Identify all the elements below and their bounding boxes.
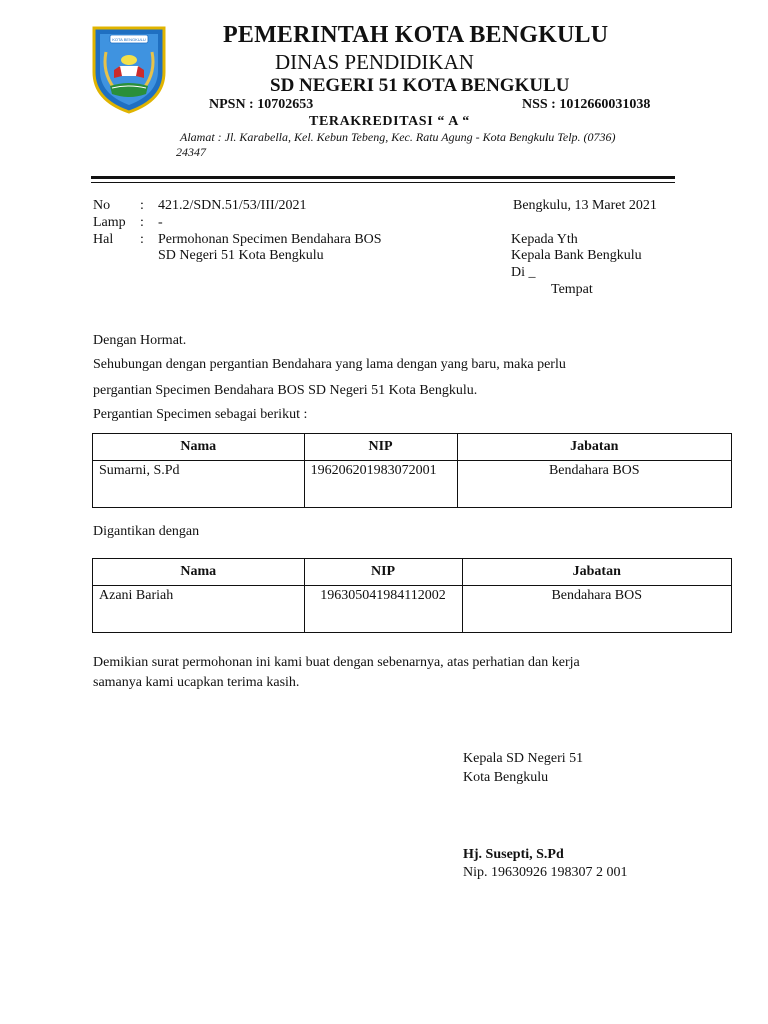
letterhead-department: DINAS PENDIDIKAN (275, 50, 474, 74)
table-header-row (93, 434, 732, 461)
closing-line-1: Demikian surat permohonan ini kami buat dengan sebenarnya, atas perhatian dan kerja (93, 655, 580, 670)
signer-title-2: Kota Bengkulu (463, 770, 549, 785)
table-row (93, 586, 732, 633)
address-line-2: 24347 (176, 145, 206, 159)
signer-name: Hj. Susepti, S.Pd (463, 847, 564, 862)
subject-line-1: Permohonan Specimen Bendahara BOS (158, 232, 382, 247)
cell-nama: Azani Bariah (93, 586, 305, 633)
no-separator: : (140, 198, 144, 213)
letterhead-school: SD NEGERI 51 KOTA BENGKULU (270, 75, 570, 96)
cell-jabatan: Bendahara BOS (462, 586, 732, 633)
cell-nip: 196206201983072001 (304, 461, 457, 508)
replaced-by-text: Digantikan dengan (93, 524, 200, 539)
crest-banner-text: KOTA BENGKULU (112, 37, 146, 42)
letterhead-government: PEMERINTAH KOTA BENGKULU (223, 22, 609, 48)
lamp-separator: : (140, 215, 144, 230)
letterhead-divider-thin (91, 182, 675, 183)
column-header-nip: NIP (304, 559, 462, 586)
lamp-label: Lamp (93, 215, 126, 230)
accreditation: TERAKREDITASI “ A “ (309, 114, 470, 129)
column-header-nama: Nama (93, 559, 305, 586)
cell-jabatan: Bendahara BOS (457, 461, 731, 508)
city-crest-logo (88, 22, 170, 114)
letter-number: 421.2/SDN.51/53/III/2021 (158, 198, 307, 213)
greeting: Dengan Hormat. (93, 333, 187, 348)
letter-date: Bengkulu, 13 Maret 2021 (513, 198, 657, 213)
nss-number: NSS : 1012660031038 (522, 97, 651, 112)
column-header-nip: NIP (304, 434, 457, 461)
recipient-line-2: Kepala Bank Bengkulu (511, 248, 642, 263)
recipient-line-1: Kepada Yth (511, 232, 578, 247)
signer-nip: Nip. 19630926 198307 2 001 (463, 865, 628, 880)
hal-separator: : (140, 232, 144, 247)
paragraph-1-line-1: Sehubungan dengan pergantian Bendahara yang lama dengan yang baru, maka perlu (93, 357, 566, 372)
table-header-row (93, 559, 732, 586)
table-row (93, 461, 732, 508)
address-line-1: Alamat : Jl. Karabella, Kel. Kebun Tebeng, Kec. Ratu Agung - Kota Bengkulu Telp. (0736) (180, 130, 616, 144)
specimen-table-new (92, 558, 732, 633)
hal-label: Hal (93, 232, 114, 247)
subject-line-2: SD Negeri 51 Kota Bengkulu (158, 248, 324, 263)
no-label: No (93, 198, 111, 213)
recipient-line-3: Di _ (511, 265, 536, 280)
column-header-nama: Nama (93, 434, 305, 461)
letterhead-divider-thick (91, 176, 675, 179)
specimen-table-old (92, 433, 732, 508)
closing-line-2: samanya kami ucapkan terima kasih. (93, 675, 300, 690)
cell-nip: 196305041984112002 (304, 586, 462, 633)
recipient-line-4: Tempat (551, 282, 593, 297)
lamp-value: - (158, 215, 163, 230)
column-header-jabatan: Jabatan (462, 559, 732, 586)
school-address (176, 130, 616, 160)
npsn-number: NPSN : 10702653 (209, 97, 314, 112)
signer-title-1: Kepala SD Negeri 51 (463, 751, 584, 766)
paragraph-2: Pergantian Specimen sebagai berikut : (93, 407, 308, 422)
paragraph-1-line-2: pergantian Specimen Bendahara BOS SD Negeri 51 Kota Bengkulu. (93, 383, 478, 398)
column-header-jabatan: Jabatan (457, 434, 731, 461)
cell-nama: Sumarni, S.Pd (93, 461, 305, 508)
